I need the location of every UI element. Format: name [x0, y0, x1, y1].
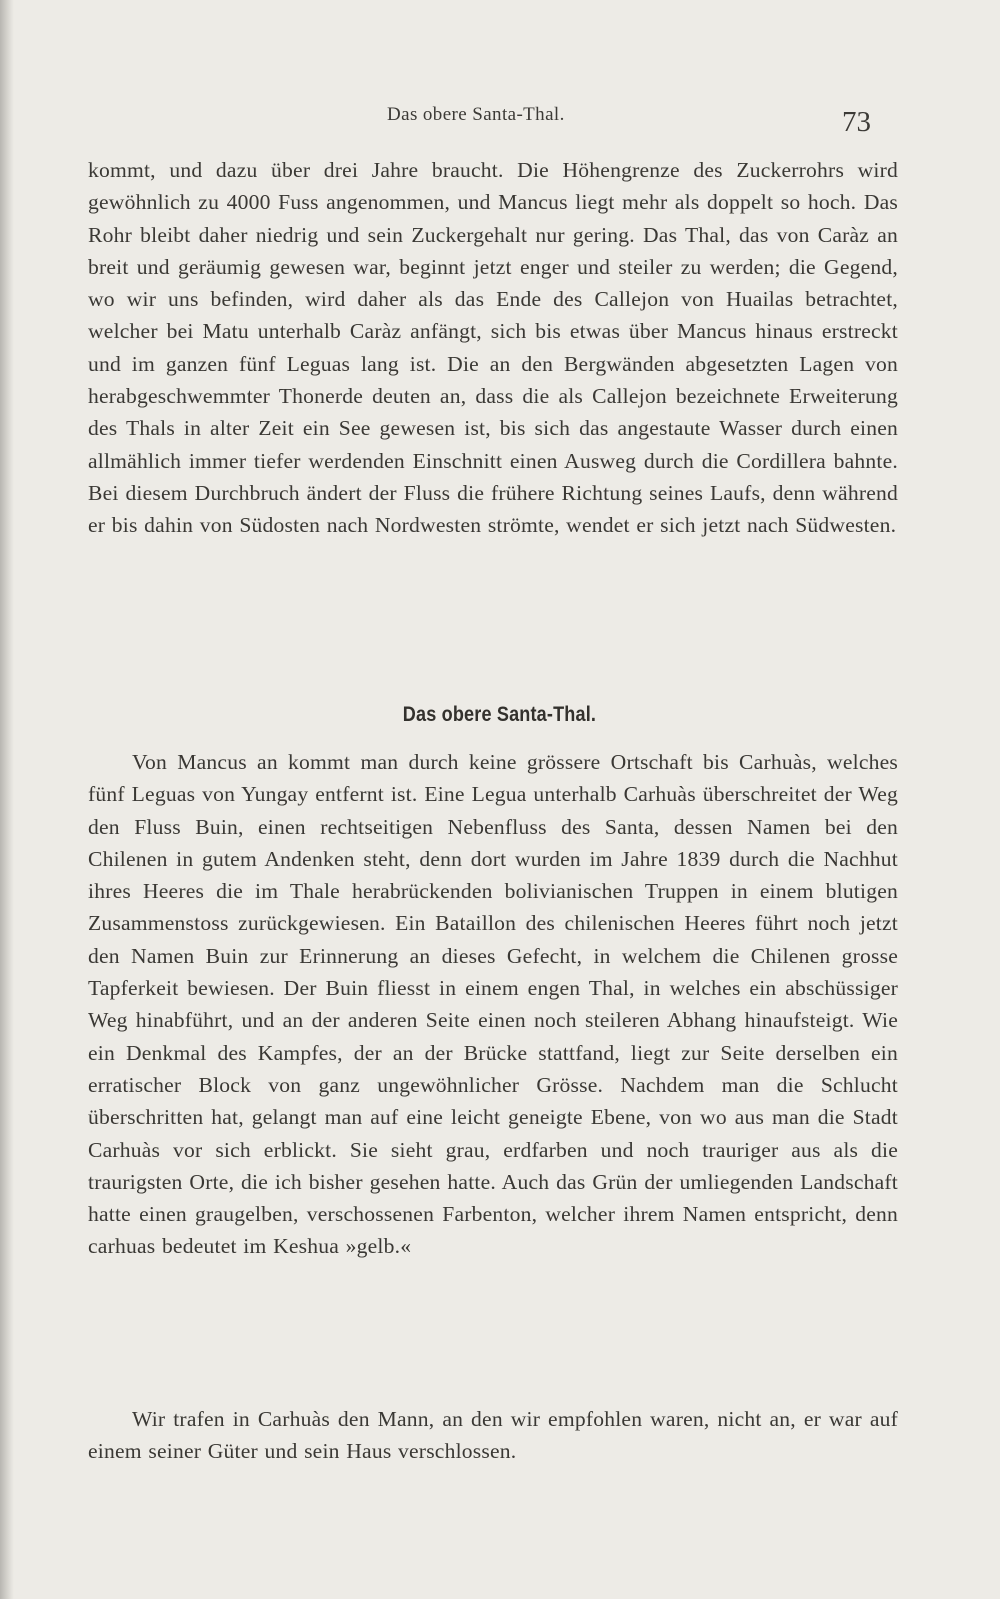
- body-text-top: [88, 154, 898, 542]
- page-number: 73: [842, 106, 871, 138]
- running-header: [0, 104, 1000, 138]
- section-heading: Das obere Santa-Thal.: [402, 703, 597, 726]
- body-text-bottom: [88, 1403, 898, 1468]
- paragraph-section-first: Von Mancus an kommt man durch keine grössere Ortschaft bis Carhuàs, welches fünf Leguas von Yungay entfernt ist. Eine Legua unterhalb Carhuàs überschreitet der Weg den Fluss Buin, einen rechtseitigen Nebenfluss des Santa, dessen Namen bei den Chilenen in gutem Andenken steht, denn dort wurden im Jahre 1839 durch die Nachhut ihres Heeres die im Thale herabrückenden bolivianischen Truppen in einem blutigen Zusammenstoss zurückgewiesen. Ein Bataillon des chilenischen Heeres führt noch jetzt den Namen Buin zur Erinnerung an dieses Gefecht, in welchem die Chilenen grosse Tapferkeit bewiesen. Der Buin fliesst in einem engen Thal, in welches ein abschüssiger Weg hinabführt, und an der anderen Seite einen noch steileren Abhang hinaufsteigt. Wie ein Denkmal des Kampfes, der an der Brücke stattfand, liegt zur Seite derselben ein erratischer Block von ganz ungewöhnlicher Grösse. Nachdem man die Schlucht überschritten hat, gelangt man auf eine leicht geneigte Ebene, von wo aus man die Stadt Carhuàs vor sich erblickt. Sie sieht grau, erdfarben und noch trauriger aus als die traurigsten Orte, die ich bisher gesehen hatte. Auch das Grün der umliegenden Landschaft hatte einen graugelben, verschossenen Farbenton, welcher ihrem Namen entspricht, denn carhuas bedeutet im Keshua »gelb.«: [88, 750, 898, 1259]
- running-title: Das obere Santa-Thal.: [387, 104, 565, 125]
- paragraph-last: Wir trafen in Carhuàs den Mann, an den wir empfohlen waren, nicht an, er war auf einem seiner Güter und sein Haus verschlossen.: [88, 1407, 898, 1464]
- page-edge-shadow: [0, 0, 14, 1599]
- body-text-section: [88, 746, 898, 1263]
- paragraph-continuation: kommt, und dazu über drei Jahre braucht. Die Höhengrenze des Zuckerrohrs wird gewöhnlich zu 4000 Fuss angenommen, und Mancus liegt mehr als doppelt so hoch. Das Rohr bleibt daher niedrig und sein Zuckergehalt nur gering. Das Thal, das von Caràz an breit und geräumig gewesen war, beginnt jetzt enger und steiler zu werden; die Gegend, wo wir uns befinden, wird daher als das Ende des Callejon von Huailas betrachtet, welcher bei Matu unterhalb Caràz anfängt, sich bis etwas über Mancus hinaus erstreckt und im ganzen fünf Leguas lang ist. Die an den Bergwänden abgesetzten Lagen von herabgeschwemmter Thonerde deuten an, dass die als Callejon bezeichnete Erweiterung des Thals in alter Zeit ein See gewesen ist, bis sich das angestaute Wasser durch einen allmählich immer tiefer werdenden Einschnitt einen Ausweg durch die Cordillera bahnte. Bei diesem Durchbruch ändert der Fluss die frühere Richtung seines Laufs, denn während er bis dahin von Südosten nach Nordwesten strömte, wendet er sich jetzt nach Südwesten.: [88, 158, 898, 538]
